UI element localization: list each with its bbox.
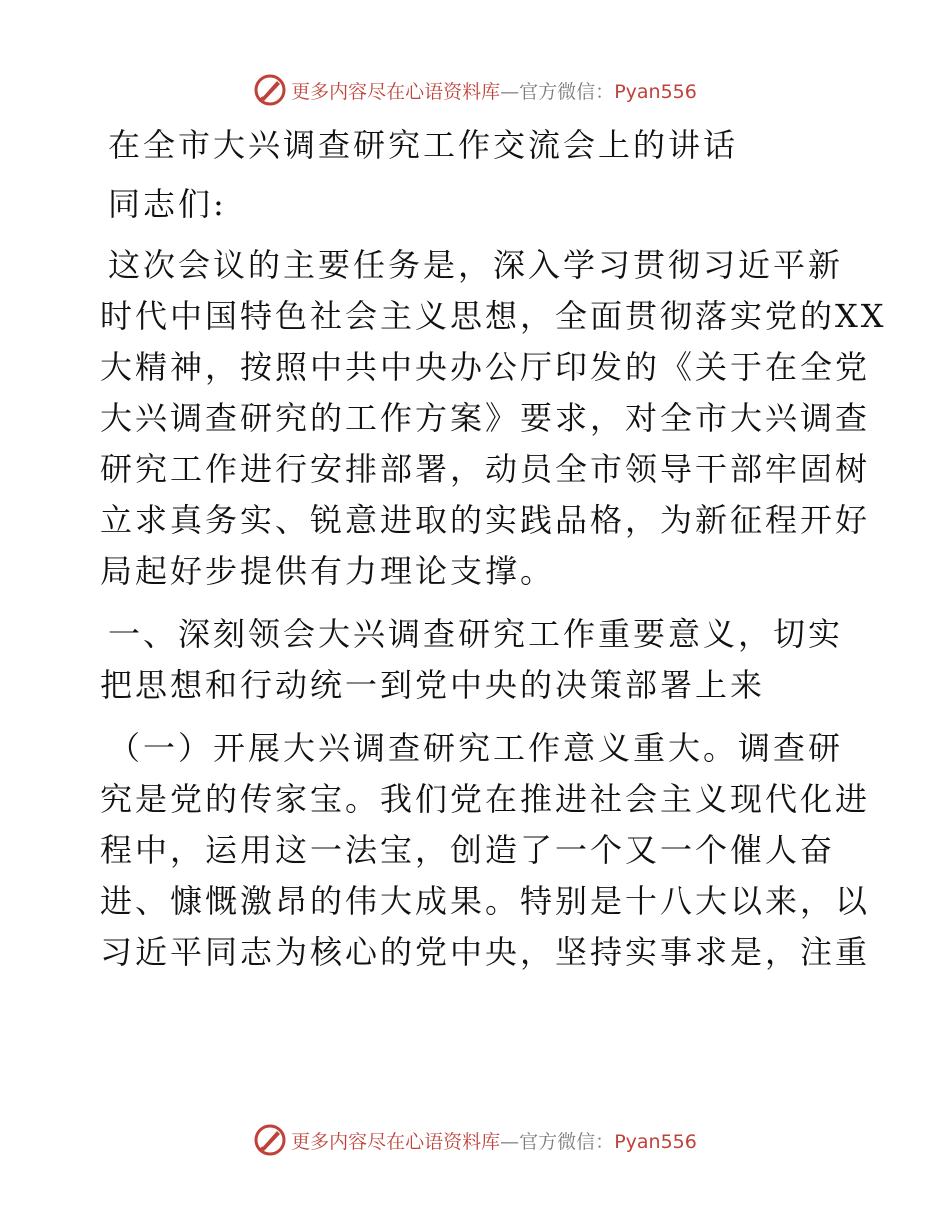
paragraph-intro bbox=[100, 240, 887, 597]
watermark-wechat-label: 官方微信： bbox=[519, 1130, 615, 1153]
watermark-brand: 更多内容尽在心语资料库 bbox=[291, 80, 501, 103]
paragraph-line: （一）开展大兴调查研究工作意义重大。调查研 bbox=[108, 729, 844, 767]
watermark-text bbox=[291, 1127, 697, 1154]
paragraph-line: 局起好步提供有力理论支撑。 bbox=[100, 552, 556, 590]
footer-watermark bbox=[0, 1122, 950, 1158]
watermark-wechat-id: Pyan556 bbox=[614, 80, 697, 103]
header-watermark bbox=[0, 72, 950, 108]
quill-logo-icon bbox=[253, 73, 287, 107]
paragraph-line: 立求真务实、锐意进取的实践品格，为新征程开好 bbox=[100, 501, 871, 539]
paragraph-line: 时代中国特色社会主义思想，全面贯彻落实党的XX bbox=[100, 297, 887, 335]
paragraph-line: 研究工作进行安排部署，动员全市领导干部牢固树 bbox=[100, 450, 871, 488]
paragraph-line: 这次会议的主要任务是，深入学习贯彻习近平新 bbox=[108, 246, 844, 284]
document-body bbox=[100, 120, 887, 990]
paragraph-line: 大精神，按照中共中央办公厅印发的《关于在全党 bbox=[100, 348, 871, 386]
paragraph-subsection-1 bbox=[100, 723, 871, 978]
watermark-dash: — bbox=[500, 1130, 520, 1153]
paragraph-line: 习近平同志为核心的党中央，坚持实事求是，注重 bbox=[100, 933, 871, 971]
watermark-text bbox=[291, 77, 697, 104]
quill-logo-icon bbox=[253, 1123, 287, 1157]
heading-line: 一、深刻领会大兴调查研究工作重要意义，切实 bbox=[108, 615, 844, 653]
paragraph-line: 大兴调查研究的工作方案》要求，对全市大兴调查 bbox=[100, 399, 871, 437]
watermark-brand: 更多内容尽在心语资料库 bbox=[291, 1130, 501, 1153]
paragraph-line: 进、慷慨激昂的伟大成果。特别是十八大以来，以 bbox=[100, 882, 871, 920]
document-title: 在全市大兴调查研究工作交流会上的讲话 bbox=[108, 126, 739, 164]
watermark-wechat-label: 官方微信： bbox=[519, 80, 615, 103]
watermark-dash: — bbox=[500, 80, 520, 103]
greeting: 同志们: bbox=[108, 185, 227, 223]
paragraph-line: 究是党的传家宝。我们党在推进社会主义现代化进 bbox=[100, 780, 871, 818]
watermark-wechat-id: Pyan556 bbox=[614, 1130, 697, 1153]
paragraph-line: 程中，运用这一法宝，创造了一个又一个催人奋 bbox=[100, 831, 836, 869]
section-heading-1 bbox=[100, 609, 860, 711]
heading-line: 把思想和行动统一到党中央的决策部署上来 bbox=[100, 666, 766, 704]
